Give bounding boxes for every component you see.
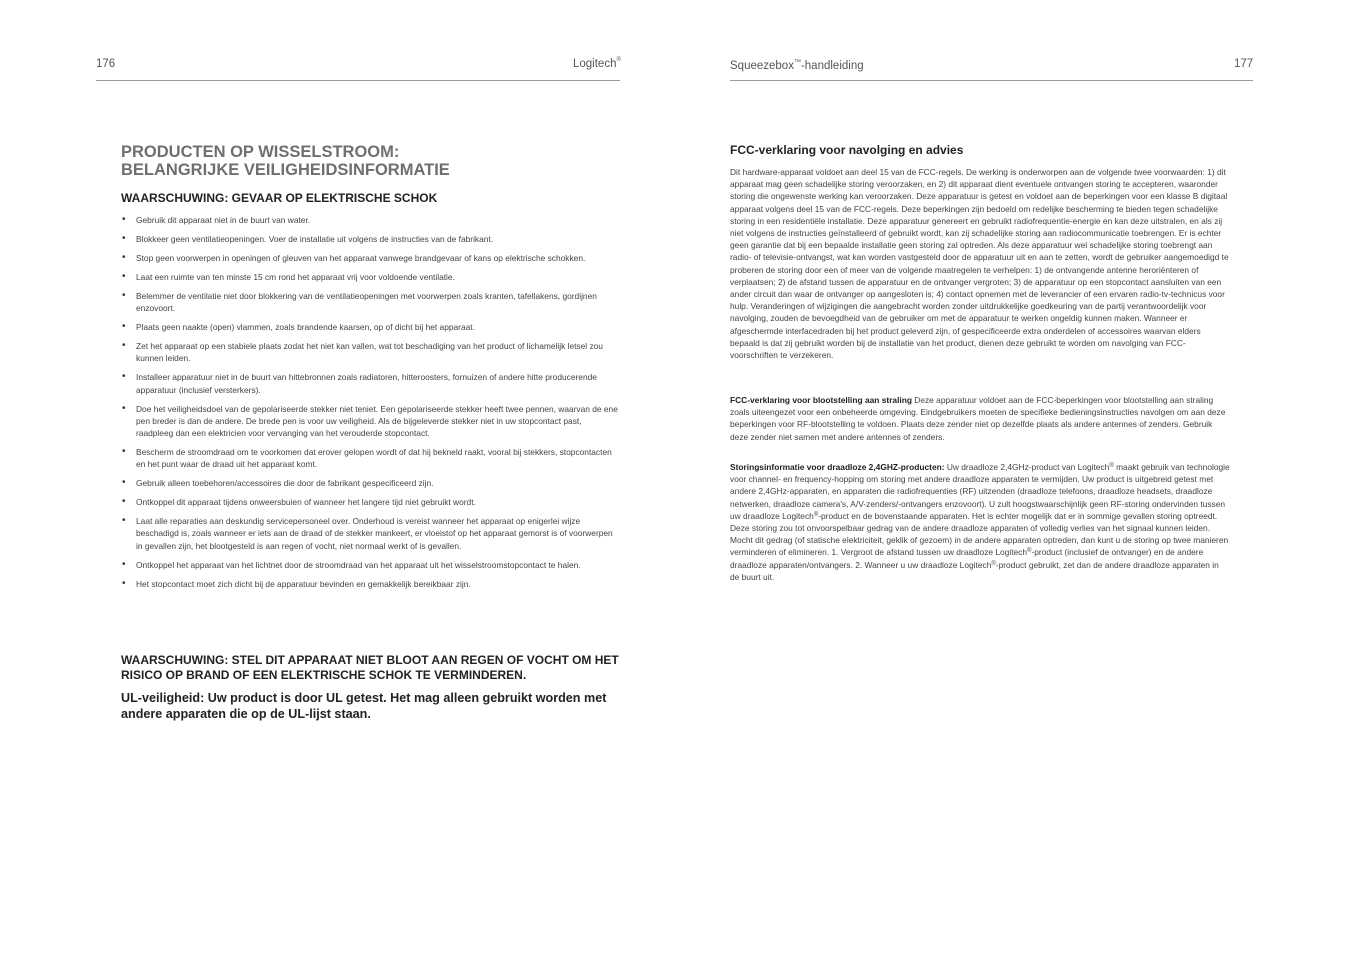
list-item: • Zet het apparaat op een stabiele plaats zodat het niet kan vallen, wat tot beschadiging van het product of lichamelijk letsel zou kunnen leiden.: [121, 340, 621, 364]
running-header-squeezebox: [730, 60, 864, 72]
left-page: [0, 0, 675, 954]
radiation-paragraph: [730, 394, 1230, 443]
wireless-text-3: -product en de bovenstaande apparaten. Het is echter mogelijk dat er in sommige gevallen storing optreedt. Deze storing zou tot onvoorspelbaar gedrag van de andere draadloze apparaten of volledig verlies van het signaal kunnen leiden. Mocht dit gedrag (of statische elektriciteit, geklik of gezoem) in de andere apparaten optreden, dan kunt u de storing op twee manieren verminderen of elimineren. 1. Vergroot de afstand tussen uw draadloze Logitech: [730, 510, 1229, 558]
running-header-brand: Logitech: [573, 58, 617, 70]
list-item: • Laat een ruimte van ten minste 15 cm rond het apparaat vrij voor voldoende ventilatie.: [121, 271, 621, 283]
wireless-text-2: maakt gebruik van technologie voor channel- en frequency-hopping om storing met andere draadloze apparaten te vermijden. Uw product is uitgebreid getest met andere 2,4GHz-apparaten, en apparaten die radiofrequenties (RF) uitzenden (draadloze telefoons, draadloze headsets, draadloze netwerken, draadloze camera's, A/V-zenders/-ontvangers enzovoort). U zult hoogstwaarschijnlijk geen RF-storing ondervinden tussen uw draadloze Logitech: [730, 462, 1230, 521]
radiation-label: FCC-verklaring voor blootstelling aan straling: [730, 395, 912, 405]
list-item: • Laat alle reparaties aan deskundig servicepersoneel over. Onderhoud is vereist wanneer het apparaat op enigerlei wijze beschadigd is, zoals wanneer er iets aan de draad of de stekker mankeert, er vloeistof op het apparaat gemorst is of voorwerpen in gevallen zijn, het blootgesteld is aan regen of vocht, niet normaal werkt of is gevallen.: [121, 515, 621, 552]
list-item: • Bescherm de stroomdraad om te voorkomen dat erover gelopen wordt of dat hij bekneld raakt, vooral bij stekkers, stopcontacten en het punt waar de draad uit het apparaat komt.: [121, 446, 621, 470]
running-header-product: Squeezebox: [730, 60, 794, 72]
wireless-text-5: -product gebruikt, zet dan de andere draadloze apparaten in de buurt uit.: [730, 559, 1219, 582]
header-rule-right: [730, 80, 1253, 81]
wireless-text-1: Uw draadloze 2,4GHz-product van Logitech: [944, 462, 1110, 472]
warning-heading: WAARSCHUWING: GEVAAR OP ELEKTRISCHE SCHOK: [121, 191, 438, 205]
registered-mark: ®: [1027, 548, 1032, 555]
title-line-2: BELANGRIJKE VEILIGHEIDSINFORMATIE: [121, 161, 450, 179]
radiation-text: Deze apparatuur voldoet aan de FCC-beperkingen voor blootstelling aan straling zoals uiteengezet voor een onbeheerde omgeving. Eindgebruikers moeten de specifieke bedieningsinstructies navolgen om aan deze beperkingen voor RF-blootstelling te voldoen. Plaats deze zender niet op dezelfde plaats als andere antennes of zenders. Gebruik deze zender niet samen met andere antennes of zenders.: [730, 395, 1226, 442]
registered-mark: ®: [813, 511, 819, 518]
trademark-mark: ™: [793, 59, 801, 66]
wireless-text-4: -product (inclusief de ontvanger) en de andere draadloze apparaten/ontvangers. 2. Wanneer u uw draadloze Logitech: [730, 547, 1204, 570]
list-item: • Belemmer de ventilatie niet door blokkering van de ventilatieopeningen met voorwerpen zoals kranten, tafellakens, gordijnen enzovoort.: [121, 290, 621, 314]
header-rule-left: [96, 80, 620, 81]
registered-mark: ®: [1109, 463, 1114, 469]
list-item: • Doe het veiligheidsdoel van de gepolariseerde stekker niet teniet. Een gepolariseerde stekker heeft twee pennen, waarvan de ene pen breder is dan de andere. De brede pen is voor uw veiligheid. Als de bijgeleverde stekker niet in uw stopcontact past, raadpleeg dan een elektricien voor vervanging van het verouderde stopcontact.: [121, 403, 621, 440]
title-line-1: PRODUCTEN OP WISSELSTROOM:: [121, 143, 400, 161]
list-item: • Stop geen voorwerpen in openingen of gleuven van het apparaat vanwege brandgevaar of kans op elektrische schokken.: [121, 252, 621, 264]
wireless-paragraph: [730, 461, 1230, 583]
fcc-paragraph: Dit hardware-apparaat voldoet aan deel 15 van de FCC-regels. De werking is onderworpen aan de volgende twee voorwaarden: 1) dit apparaat mag geen schadelijke storing veroorzaken, en 2) dit apparaat dient eventuele ontvangen storing te accepteren, waaronder storing die ongewenste werking kan veroorzaken. Deze apparatuur is getest en voldoet aan de beperkingen voor een klasse B digitaal apparaat volgens deel 15 van de FCC-regels. Deze beperkingen zijn bedoeld om redelijke bescherming te bieden tegen schadelijke storing in een residentiële installatie. Deze apparatuur genereert en gebruikt radiofrequentie-energie en kan deze uitstralen, en als zij niet volgens de instructies geïnstalleerd of gebruikt wordt, kan zij schadelijke storing aan radiocommunicatie toebrengen. Er is echter geen garantie dat bij een bepaalde installatie geen storing zal optreden. Als deze apparatuur wel schadelijke storing toebrengt aan radio- of televisie-ontvangst, wat kan worden vastgesteld door de apparatuur uit en aan te zetten, wordt de gebruiker aangemoedigd te proberen de storing door een of meer van de volgende maatregelen te verhelpen: 1) de ontvangende antenne heroriënteren of verplaatsen; 2) de afstand tussen de apparatuur en de ontvanger vergroten; 3) de apparatuur op een stopcontact aansluiten van een ander circuit dan waar de ontvanger op aangesloten is; 4) contact opnemen met de leverancier of een ervaren radio-tv-technicus voor hulp. Veranderingen of wijzigingen die aangebracht worden zonder uitdrukkelijke goedkeuring van de partij verantwoordelijk voor navolging, zouden de bevoegdheid van de gebruiker om met de apparatuur te werken ongeldig kunnen maken. Wanneer er afgeschermde interfacedraden bij het product geleverd zijn, of gespecificeerde extra onderdelen of accessoires waarvan elders bepaald is dat zij gebruikt worden bij de installatie van het product, dienen deze gebruikt te worden om navolging van FCC-voorschriften te verzekeren.: [730, 167, 1229, 361]
list-item: • Installeer apparatuur niet in de buurt van hittebronnen zoals radiatoren, hitteroosters, fornuizen of andere hitte producerende apparatuur (inclusief versterkers).: [121, 371, 621, 395]
right-page: [676, 0, 1351, 954]
page-number-right: 177: [1234, 58, 1254, 70]
registered-mark: ®: [991, 560, 996, 567]
list-item: • Plaats geen naakte (open) vlammen, zoals brandende kaarsen, op of dicht bij het apparaat.: [121, 321, 621, 333]
safety-bullet-list: [121, 214, 621, 597]
list-item: • Gebruik dit apparaat niet in de buurt van water.: [121, 214, 621, 226]
registered-mark: ®: [616, 57, 621, 63]
list-item: • Ontkoppel het apparaat van het lichtnet door de stroomdraad van het apparaat uit het wisselstroomstopcontact te halen.: [121, 559, 621, 571]
rain-warning: WAARSCHUWING: STEL DIT APPARAAT NIET BLOOT AAN REGEN OF VOCHT OM HET RISICO OP BRAND OF EEN ELEKTRISCHE SCHOK TE VERMINDEREN.: [121, 653, 619, 682]
wireless-label: Storingsinformatie voor draadloze 2,4GHZ-producten:: [730, 462, 945, 472]
page-title: [121, 143, 621, 179]
page-number-left: 176: [96, 58, 116, 70]
running-header-suffix: -handleiding: [800, 60, 864, 72]
running-header-logitech: [573, 58, 621, 70]
list-item: • Het stopcontact moet zich dicht bij de apparatuur bevinden en gemakkelijk bereikbaar zijn.: [121, 578, 621, 590]
ul-safety-note: UL-veiligheid: Uw product is door UL getest. Het mag alleen gebruikt worden met andere apparaten die op de UL-lijst staan.: [121, 691, 607, 721]
section-title: FCC-verklaring voor navolging en advies: [730, 143, 964, 157]
list-item: • Gebruik alleen toebehoren/accessoires die door de fabrikant gespecificeerd zijn.: [121, 477, 621, 489]
list-item: • Ontkoppel dit apparaat tijdens onweersbuien of wanneer het langere tijd niet gebruikt wordt.: [121, 496, 621, 508]
list-item: • Blokkeer geen ventilatieopeningen. Voer de installatie uit volgens de instructies van de fabrikant.: [121, 233, 621, 245]
